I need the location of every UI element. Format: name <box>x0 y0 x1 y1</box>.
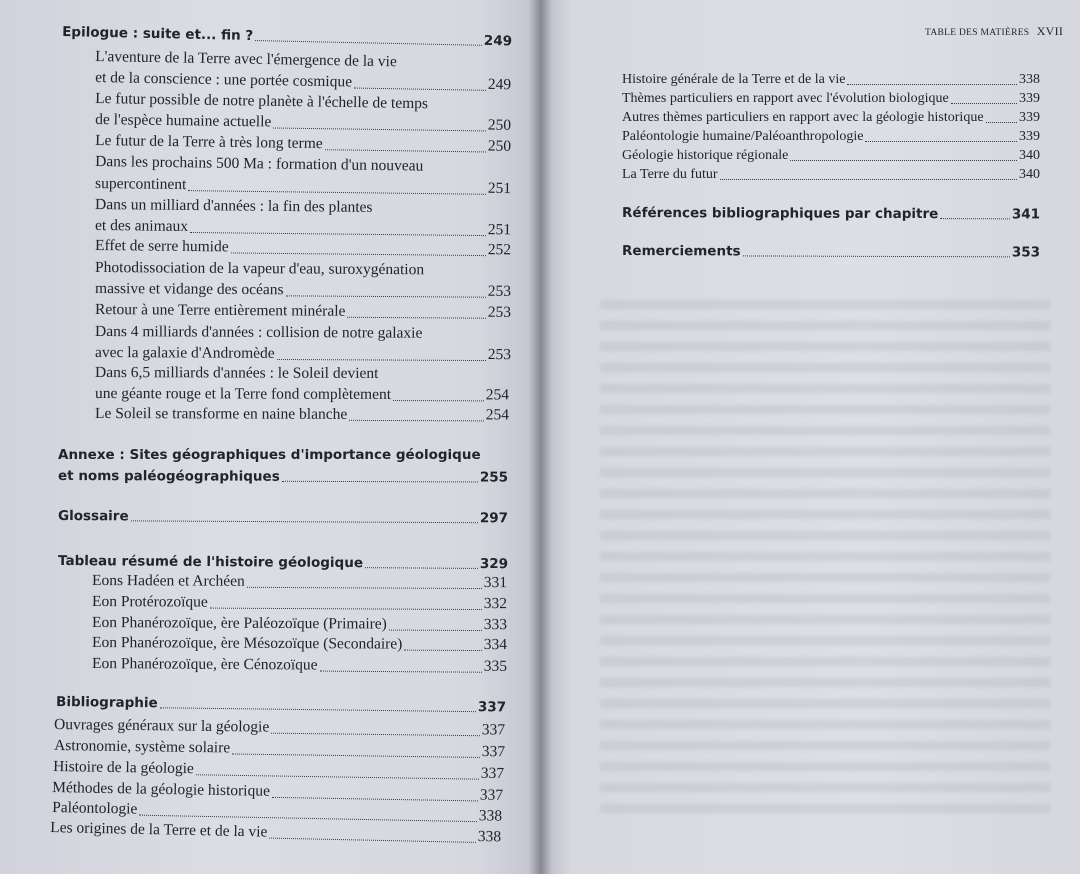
toc-entry[interactable] <box>622 72 1040 88</box>
toc-entry[interactable] <box>92 572 507 592</box>
toc-page: 341 <box>1011 206 1041 223</box>
toc-page: 329 <box>479 555 509 573</box>
toc-page: 249 <box>483 32 513 50</box>
toc-leader <box>232 738 480 758</box>
toc-leader <box>790 146 1017 161</box>
toc-leader <box>389 614 482 631</box>
toc-title: et de la conscience : une portée cosmique <box>95 69 353 91</box>
toc-page: 337 <box>481 742 506 761</box>
toc-page: 337 <box>480 764 505 783</box>
toc-section-references[interactable] <box>622 205 1040 222</box>
toc-leader <box>272 781 478 801</box>
toc-leader <box>393 385 484 402</box>
toc-title: Ouvrages généraux sur la géologie <box>54 716 270 736</box>
toc-leader <box>865 127 1017 142</box>
toc-leader <box>277 343 486 361</box>
toc-title: Le futur de la Terre à très long terme <box>95 132 323 153</box>
toc-leader <box>743 242 1010 257</box>
toc-leader <box>190 216 486 236</box>
toc-entry[interactable] <box>95 111 511 135</box>
toc-leader <box>847 70 1017 85</box>
toc-entry-line: Dans 4 milliards d'années : collision de notre galaxie <box>95 323 423 342</box>
toc-entry-line: Dans un milliard d'années : la fin des plantes <box>95 196 373 216</box>
toc-title: Histoire générale de la Terre et de la vie <box>622 72 846 87</box>
toc-entry[interactable] <box>95 237 511 259</box>
toc-title: Retour à une Terre entièrement minérale <box>95 301 346 320</box>
toc-title: Les origines de la Terre et de la vie <box>50 819 268 841</box>
toc-section-annexe[interactable] <box>58 468 508 486</box>
toc-leader <box>131 507 478 523</box>
toc-leader <box>282 467 478 482</box>
toc-page: 253 <box>487 346 512 364</box>
toc-title: Tableau résumé de l'histoire géologique <box>58 553 364 572</box>
toc-leader <box>347 301 485 318</box>
toc-entry[interactable] <box>95 217 511 239</box>
toc-entry[interactable] <box>54 716 505 740</box>
toc-leader <box>231 237 486 256</box>
toc-entry[interactable] <box>622 148 1040 164</box>
toc-page: 253 <box>487 303 512 321</box>
toc-leader <box>210 592 482 610</box>
toc-entry[interactable] <box>95 405 509 424</box>
toc-section-line: Annexe : Sites géographiques d'importance géologique <box>58 447 481 463</box>
toc-leader <box>354 72 486 91</box>
toc-entry-line: Photodissociation de la vapeur d'eau, suroxygénation <box>95 259 425 279</box>
toc-title: Histoire de la géologie <box>53 758 195 778</box>
toc-leader <box>404 634 482 651</box>
toc-title: Thèmes particuliers en rapport avec l'évolution biologique <box>622 91 949 106</box>
toc-page: 337 <box>477 699 507 716</box>
toc-leader <box>247 571 482 589</box>
toc-title: Bibliographie <box>56 694 158 712</box>
toc-entry[interactable] <box>92 593 507 613</box>
toc-leader <box>951 89 1017 104</box>
toc-section-bibliographie[interactable] <box>56 694 506 715</box>
toc-title: Références bibliographiques par chapitre <box>622 205 939 223</box>
toc-page: 254 <box>485 386 510 404</box>
toc-title: de l'espèce humaine actuelle <box>95 111 272 131</box>
toc-title: et noms paléogéographiques <box>58 468 280 485</box>
book-gutter <box>528 0 552 874</box>
toc-page: 337 <box>481 721 506 739</box>
toc-title: Méthodes de la géologie historique <box>52 779 271 800</box>
toc-section-tableau[interactable] <box>58 553 508 572</box>
toc-page: 339 <box>1019 110 1040 125</box>
toc-page: 338 <box>1019 72 1040 87</box>
toc-epilogue[interactable] <box>62 24 512 49</box>
toc-entry[interactable] <box>95 132 511 156</box>
toc-title: Astronomie, système solaire <box>54 737 231 757</box>
toc-title: avec la galaxie d'Andromède <box>95 344 275 362</box>
toc-page: 249 <box>487 75 512 94</box>
toc-page: 255 <box>479 469 509 486</box>
toc-entry[interactable] <box>622 167 1040 183</box>
toc-section-glossaire[interactable] <box>58 508 508 526</box>
toc-title: Glossaire <box>58 508 129 525</box>
toc-title: Eons Hadéen et Archéen <box>92 572 245 590</box>
toc-page: 340 <box>1019 148 1040 163</box>
toc-page: 338 <box>478 807 503 825</box>
toc-title: Paléontologie humaine/Paléoanthropologie <box>622 129 864 144</box>
running-head-page-number: XVII <box>1036 24 1064 38</box>
toc-entry-line: L'aventure de la Terre avec l'émergence de la vie <box>95 48 397 71</box>
toc-entry[interactable] <box>95 344 511 364</box>
toc-page: 331 <box>483 574 508 592</box>
running-head-title: TABLE DES MATIÈRES <box>925 28 1030 38</box>
toc-title: Epilogue : suite et... fin ? <box>62 24 254 45</box>
toc-page: 251 <box>487 221 512 239</box>
toc-title: supercontinent <box>95 175 187 194</box>
toc-entry[interactable] <box>92 614 507 634</box>
toc-leader <box>273 112 486 131</box>
show-through-text <box>600 300 1050 820</box>
toc-entry[interactable] <box>95 385 509 404</box>
toc-title: Le Soleil se transforme en naine blanche <box>95 405 348 423</box>
toc-entry-line: Le futur possible de notre planète à l'échelle de temps <box>95 90 429 113</box>
toc-page: 333 <box>483 616 508 634</box>
toc-entry-line: Dans les prochains 500 Ma : formation d'un nouveau <box>95 153 424 175</box>
toc-title: La Terre du futur <box>622 167 718 182</box>
toc-title: Géologie historique régionale <box>622 148 789 163</box>
toc-page: 332 <box>483 595 508 613</box>
toc-leader <box>325 134 486 153</box>
toc-entry[interactable] <box>54 737 505 761</box>
toc-entry[interactable] <box>95 280 511 301</box>
running-head <box>925 22 1063 40</box>
toc-entry[interactable] <box>95 301 511 322</box>
toc-page: 297 <box>479 510 509 527</box>
toc-leader <box>160 694 476 712</box>
toc-page: 254 <box>485 406 510 424</box>
toc-leader <box>320 655 482 673</box>
toc-title: Eon Phanérozoïque, ère Cénozoïque <box>92 655 318 674</box>
toc-entry[interactable] <box>622 91 1040 107</box>
toc-page: 250 <box>487 116 512 134</box>
toc-leader <box>269 822 476 843</box>
toc-page: 337 <box>479 786 504 804</box>
toc-leader <box>365 554 478 569</box>
toc-entry[interactable] <box>92 655 507 676</box>
toc-page: 250 <box>487 137 512 155</box>
toc-page: 335 <box>483 657 508 675</box>
toc-page: 252 <box>487 241 512 259</box>
toc-title: Eon Phanérozoïque, ère Mésozoïque (Secondaire) <box>92 634 403 653</box>
toc-page: 253 <box>487 282 512 300</box>
toc-entry[interactable] <box>95 175 511 198</box>
toc-leader <box>286 280 486 298</box>
toc-title: et des animaux <box>95 217 189 235</box>
toc-entry[interactable] <box>622 129 1040 145</box>
toc-entry[interactable] <box>622 110 1040 126</box>
toc-page: 340 <box>1019 167 1040 182</box>
toc-leader <box>349 404 484 421</box>
toc-title: Paléontologie <box>52 799 138 818</box>
toc-section-remerciements[interactable] <box>622 243 1040 260</box>
toc-leader <box>940 205 1010 220</box>
toc-title: Eon Phanérozoïque, ère Paléozoïque (Primaire) <box>92 614 387 633</box>
toc-title: Effet de serre humide <box>95 237 229 256</box>
toc-title: une géante rouge et la Terre fond complètement <box>95 385 392 404</box>
toc-leader <box>720 165 1017 180</box>
toc-leader <box>271 717 480 736</box>
toc-title: massive et vidange des océans <box>95 280 284 299</box>
toc-page: 339 <box>1019 129 1040 144</box>
toc-leader <box>188 175 486 195</box>
toc-page: 353 <box>1011 244 1041 261</box>
toc-leader <box>986 108 1017 123</box>
toc-entry-line: Dans 6,5 milliards d'années : le Soleil devient <box>95 364 379 382</box>
toc-page: 339 <box>1019 91 1040 106</box>
toc-title: Autres thèmes particuliers en rapport avec la géologie historique <box>622 110 984 125</box>
toc-title: Eon Protérozoïque <box>92 593 208 611</box>
toc-page: 251 <box>487 179 512 198</box>
toc-entry[interactable] <box>92 634 507 654</box>
toc-leader <box>196 759 479 780</box>
toc-page: 334 <box>483 636 508 654</box>
toc-title: Remerciements <box>622 243 741 260</box>
toc-leader <box>255 27 482 46</box>
toc-page: 338 <box>477 827 502 846</box>
